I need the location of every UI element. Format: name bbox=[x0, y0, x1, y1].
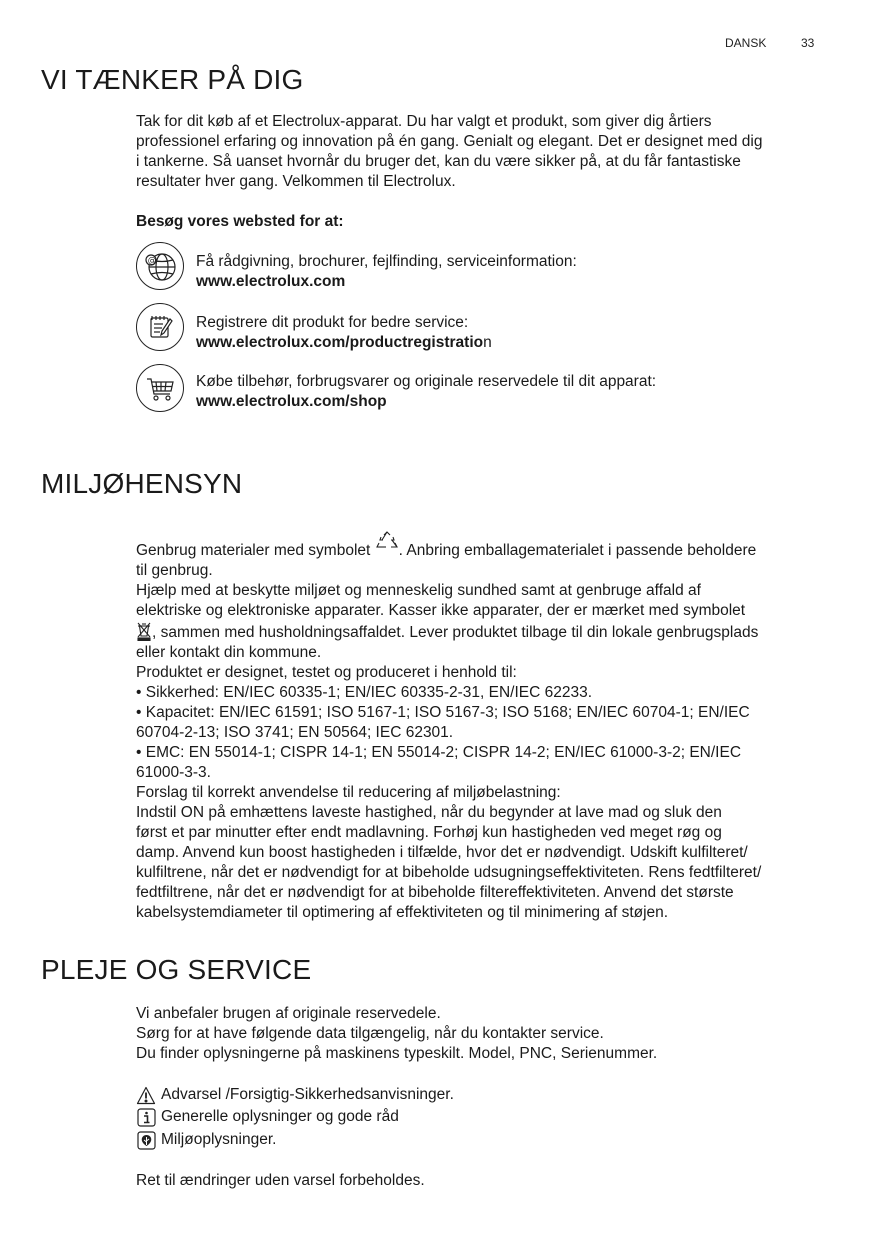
globe-icon bbox=[136, 242, 184, 290]
service-item-shop bbox=[196, 372, 656, 412]
service-text: Registrere dit produkt for bedre service: bbox=[196, 314, 469, 331]
service-line: Sørg for at have følgende data tilgængelig, når du kontakter service. bbox=[136, 1025, 604, 1042]
footer-note: Ret til ændringer uden varsel forbeholdes. bbox=[136, 1172, 425, 1189]
intro-line: resultater hver gang. Velkommen til Electrolux. bbox=[136, 173, 456, 190]
section-title-pleje-og-service: PLEJE OG SERVICE bbox=[41, 954, 312, 985]
cart-icon bbox=[136, 364, 184, 412]
environment-line: Produktet er designet, testet og produceret i henhold til: bbox=[136, 664, 517, 681]
info-icon bbox=[136, 1107, 156, 1127]
service-text: Få rådgivning, brochurer, fejlfinding, serviceinformation: bbox=[196, 253, 577, 270]
standards-line: • Kapacitet: EN/IEC 61591; ISO 5167-1; ISO 5167-3; ISO 5168; EN/IEC 60704-1; EN/IEC bbox=[136, 704, 750, 721]
intro-line: i tankerne. Så uanset hvornår du bruger det, kan du være sikker på, at du får fantastiske bbox=[136, 153, 741, 170]
service-link-tail: n bbox=[483, 334, 492, 351]
service-item-advice bbox=[196, 252, 577, 292]
service-link-registration[interactable]: www.electrolux.com/productregistratio bbox=[196, 334, 484, 351]
environment-line: Forslag til korrekt anvendelse til reducering af miljøbelastning: bbox=[136, 784, 561, 801]
environment-paragraph bbox=[136, 531, 826, 923]
recycle-text: Genbrug materialer med symbolet bbox=[136, 542, 375, 559]
legend-info bbox=[136, 1107, 399, 1127]
svg-text:@: @ bbox=[147, 256, 157, 267]
intro-paragraph bbox=[136, 112, 826, 192]
service-item-register bbox=[196, 313, 492, 353]
service-text: Købe tilbehør, forbrugsvarer og originale reservedele til dit apparat: bbox=[196, 373, 657, 390]
recycle-symbol-icon bbox=[375, 531, 399, 553]
service-line: Du finder oplysningerne på maskinens typeskilt. Model, PNC, Serienummer. bbox=[136, 1045, 658, 1062]
service-paragraph bbox=[136, 1004, 826, 1064]
service-line: Vi anbefaler brugen af originale reservedele. bbox=[136, 1005, 441, 1022]
environment-line: Indstil ON på emhættens laveste hastighed, når du begynder at lave mad og sluk den bbox=[136, 804, 722, 821]
legend-text: Miljøoplysninger. bbox=[161, 1131, 277, 1148]
weee-line bbox=[136, 621, 826, 643]
environment-line: Hjælp med at beskytte miljøet og menneskelig sundhed samt at genbruge affald af bbox=[136, 582, 701, 599]
service-link-shop[interactable]: www.electrolux.com/shop bbox=[196, 393, 387, 410]
environment-line: kulfiltrene, når det er nødvendigt for at bibeholde udsugningseffektiviteten. Rens fedtfilteret/ bbox=[136, 864, 762, 881]
environment-line: eller kontakt din kommune. bbox=[136, 644, 322, 661]
environment-line: elektriske og elektroniske apparater. Kasser ikke apparater, der er mærket med symbolet bbox=[136, 602, 746, 619]
intro-line: Tak for dit køb af et Electrolux-apparat. Du har valgt et produkt, som giver dig årtiers bbox=[136, 113, 712, 130]
recycle-line bbox=[136, 531, 826, 561]
section-title-miljohensyn: MILJØHENSYN bbox=[41, 468, 243, 499]
standards-line: 61000-3-3. bbox=[136, 764, 211, 781]
legend-text: Generelle oplysninger og gode råd bbox=[161, 1108, 399, 1125]
header-language: DANSK bbox=[725, 36, 767, 50]
weee-text: , sammen med husholdningsaffaldet. Lever produktet tilbage til din lokale genbrugsplads bbox=[152, 624, 759, 641]
environment-line: fedtfiltrene, når det er nødvendigt for at bibeholde filtereffektiviteten. Anvend det største bbox=[136, 884, 734, 901]
register-icon bbox=[136, 303, 184, 351]
standards-line: 60704-2-13; ISO 3741; EN 50564; IEC 62301. bbox=[136, 724, 454, 741]
environment-line: til genbrug. bbox=[136, 562, 213, 579]
header-page-number: 33 bbox=[801, 36, 815, 50]
section-title-vi-taenker: VI TÆNKER PÅ DIG bbox=[41, 64, 304, 95]
environment-line: damp. Anvend kun boost hastigheden i tilfælde, hvor det er nødvendigt. Udskift kulfilteret/ bbox=[136, 844, 748, 861]
warning-icon bbox=[136, 1085, 156, 1105]
legend-text: Advarsel /Forsigtig-Sikkerhedsanvisninger. bbox=[161, 1086, 454, 1103]
standards-line: • Sikkerhed: EN/IEC 60335-1; EN/IEC 60335-2-31, EN/IEC 62233. bbox=[136, 684, 593, 701]
environment-line: først et par minutter efter endt madlavning. Forhøj kun hastigheden ved meget røg og bbox=[136, 824, 722, 841]
legend-environment bbox=[136, 1130, 276, 1150]
intro-line: professionel erfaring og innovation på én gang. Genialt og elegant. Det er designet med dig bbox=[136, 133, 763, 150]
environment-icon bbox=[136, 1130, 156, 1150]
recycle-text-after: . Anbring emballagematerialet i passende beholdere bbox=[398, 542, 757, 559]
environment-line: kabelsystemdiameter til optimering af effektiviteten og til minimering af støjen. bbox=[136, 904, 669, 921]
legend-warning bbox=[136, 1085, 454, 1105]
visit-heading: Besøg vores websted for at: bbox=[136, 213, 344, 230]
weee-bin-icon bbox=[136, 621, 152, 641]
standards-line: • EMC: EN 55014-1; CISPR 14-1; EN 55014-2; CISPR 14-2; EN/IEC 61000-3-2; EN/IEC bbox=[136, 744, 742, 761]
service-link-electrolux[interactable]: www.electrolux.com bbox=[196, 273, 346, 290]
service-link-row bbox=[196, 333, 492, 353]
